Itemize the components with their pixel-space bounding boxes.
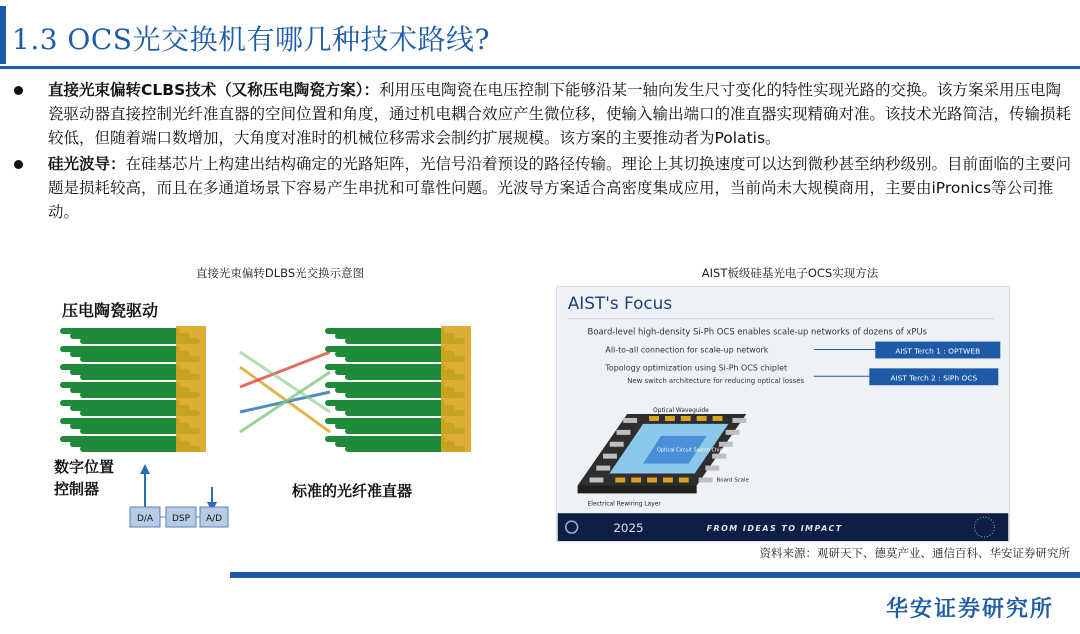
box-ad-label: A/D — [205, 514, 223, 524]
board-chiplet-label: Optical Circuit Switch Chiplet — [656, 447, 730, 454]
arrow-up-head-icon — [140, 464, 150, 474]
xpu-chip — [697, 416, 707, 421]
box-da-label: D/A — [136, 514, 154, 524]
aist-point-3: Topology optimization using Si-Ph OCS chiplet — [605, 363, 788, 373]
aist-point-4: New switch architecture for reducing optical losses — [627, 377, 805, 386]
xpu-chip — [615, 478, 625, 483]
xpu-chip — [663, 478, 673, 483]
aist-slide — [556, 286, 1010, 542]
title-divider — [0, 66, 1080, 69]
beam-paths — [240, 352, 330, 432]
footer-bar — [230, 572, 1080, 578]
bullet-dot-icon — [14, 160, 23, 169]
bullet-silicon-waveguide — [12, 152, 1072, 224]
xpu-chip — [719, 442, 733, 447]
bullet-lead: 硅光波导： — [48, 155, 126, 173]
left-collimator-array — [60, 326, 206, 452]
bullet-text: 利用压电陶瓷在电压控制下能够沿某一轴向发生尺寸变化的特性实现光路的交换。该方案采用压电陶瓷驱动器直接控制光纤准直器的空间位置和角度，通过机电耦合效应产生微位移，使输入输出端口的准直器实现精确对准。该技术光路简洁，传输损耗较低，但随着端口数增加，大角度对准时的机械位移需求会制约扩展规模。该方案的主要推动者为Polatis。 — [48, 81, 1072, 147]
xpu-chip — [596, 466, 610, 471]
label-controller-line1: 数字位置 — [54, 458, 115, 476]
piezo-actuator — [441, 434, 471, 452]
aist-point-2: All-to-all connection for scale-up network — [605, 345, 769, 355]
xpu-chip — [617, 430, 631, 435]
xpu-chip — [681, 416, 691, 421]
box-dsp-label: DSP — [171, 514, 191, 524]
piezo-actuator — [441, 380, 471, 398]
tag-siph-ocs-label: AIST Terch 2 : SiPh OCS — [890, 373, 978, 383]
dlbs-schematic — [40, 292, 500, 537]
aist-heading: AIST's Focus — [567, 292, 673, 313]
figure-left-caption: 直接光束偏转DLBS光交换示意图 — [195, 266, 365, 280]
piezo-actuator — [176, 398, 206, 416]
xpu-chip — [623, 418, 637, 423]
board-scale-label: Board Scale — [716, 477, 749, 484]
piezo-actuator — [441, 362, 471, 380]
bullet-dot-icon — [14, 86, 23, 95]
right-collimator-array — [325, 326, 471, 452]
piezo-actuator — [441, 326, 471, 344]
xpu-chip — [679, 478, 689, 483]
board-layer-label: Electrical Rewiring Layer — [587, 500, 661, 508]
aist-point-1: Board-level high-density Si-Ph OCS enables scale-up networks of dozens of xPUs — [587, 326, 928, 337]
bullet-clbs — [12, 78, 1072, 150]
xpu-chip — [647, 478, 657, 483]
figure-right-caption: AIST板级硅基光电子OCS实现方法 — [701, 266, 879, 280]
piezo-actuator — [176, 434, 206, 452]
piezo-actuator — [441, 416, 471, 434]
xpu-chip — [713, 416, 723, 421]
xpu-chip — [712, 454, 726, 459]
source-note: 资料来源：观研天下、德莫产业、通信百科、华安证券研究所 — [759, 546, 1070, 560]
xpu-chip — [610, 442, 624, 447]
label-collimator: 标准的光纤准直器 — [292, 482, 413, 500]
piezo-actuator — [176, 362, 206, 380]
piezo-actuator — [441, 344, 471, 362]
title-accent-bar — [0, 6, 6, 64]
tag-optweb-label: AIST Terch 1 : OPTWEB — [895, 346, 981, 356]
xpu-chip — [590, 478, 604, 483]
piezo-actuator — [176, 344, 206, 362]
title-bar — [0, 0, 1080, 72]
slide-title: 1.3 OCS光交换机有哪几种技术路线? — [12, 23, 491, 56]
xpu-chip — [631, 478, 641, 483]
bullet-lead: 直接光束偏转CLBS技术（又称压电陶瓷方案）： — [48, 81, 379, 99]
piezo-actuator — [441, 398, 471, 416]
bullet-text: 在硅基芯片上构建出结构确定的光路矩阵，光信号沿着预设的路径传输。理论上其切换速度可以达到微秒甚至纳秒级别。目前面临的主要问题是损耗较高，而且在多通道场景下容易产生串扰和可靠性问题。光波导方案适合高密度集成应用，当前尚未大规模商用，主要由iPronics等公司推动。 — [48, 155, 1072, 221]
label-controller-line2: 控制器 — [54, 480, 100, 498]
piezo-actuator — [176, 326, 206, 344]
banner-year: 2025 — [613, 521, 644, 536]
piezo-actuator — [176, 380, 206, 398]
bullet-list — [12, 78, 1072, 226]
brand-name: 华安证券研究所 — [885, 597, 1054, 622]
board-waveguide-label: Optical Waveguide — [653, 407, 709, 415]
xpu-chip — [732, 418, 746, 423]
banner-text: FROM IDEAS TO IMPACT — [706, 524, 843, 534]
xpu-chip — [726, 430, 740, 435]
xpu-chip — [665, 416, 675, 421]
label-piezo-driver: 压电陶瓷驱动 — [62, 301, 159, 320]
xpu-chip — [603, 454, 617, 459]
piezo-actuator — [176, 416, 206, 434]
xpu-chip — [705, 466, 719, 471]
xpu-chip — [699, 478, 713, 483]
xpu-chip — [649, 416, 659, 421]
